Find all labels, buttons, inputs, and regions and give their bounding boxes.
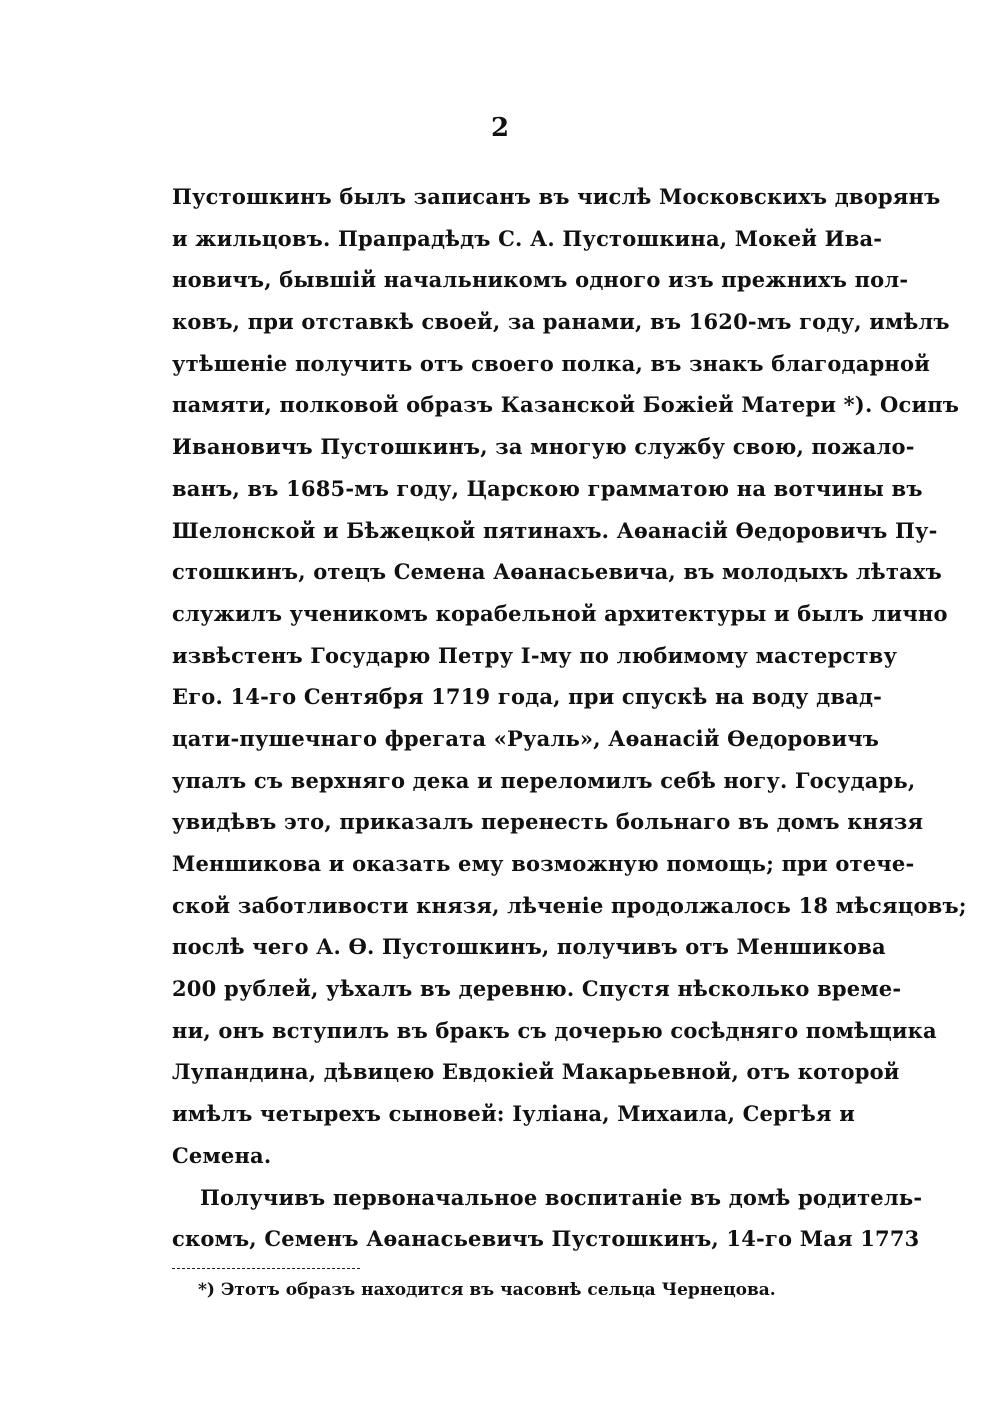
text-line: ской заботливости князя, лѣченіе продолжалось 18 мѣсяцовъ; xyxy=(172,892,967,918)
text-line: Лупандина, дѣвицею Евдокіей Макарьевной, отъ которой xyxy=(172,1059,900,1085)
text-line: Шелонской и Бѣжецкой пятинахъ. Аѳанасій Ѳедоровичъ Пу- xyxy=(172,517,938,543)
text-line: Меншикова и оказать ему возможную помощь; при отече- xyxy=(172,851,915,876)
text-line: Семена. xyxy=(172,1142,272,1168)
text-line: ванъ, въ 1685-мъ году, Царскою грамматою на вотчины въ xyxy=(172,475,923,501)
text-line: и жильцовъ. Прапрадѣдъ С. А. Пустошкина, Мокей Ива- xyxy=(172,225,883,251)
text-line: Ивановичъ Пустошкинъ, за многую службу свою, пожало- xyxy=(172,434,915,460)
text-line: Пустошкинъ былъ записанъ въ числѣ Московскихъ дворянъ xyxy=(172,184,941,209)
page-number: 2 xyxy=(490,113,510,143)
text-line: увидѣвъ это, приказалъ перенесть больнаго въ домъ князя xyxy=(172,809,924,835)
text-line: цати-пушечнаго фрегата «Руаль», Аѳанасій Ѳедоровичъ xyxy=(172,725,880,751)
text-line: ни, онъ вступилъ въ бракъ съ дочерью сосѣдняго помѣщика xyxy=(172,1017,937,1043)
text-line: Получивъ первоначальное воспитаніе въ домѣ родитель- xyxy=(200,1184,923,1210)
text-line: скомъ, Семенъ Аѳанасьевичъ Пустошкинъ, 14-го Мая 1773 xyxy=(172,1226,920,1252)
body-text xyxy=(172,176,967,1260)
text-line: новичъ, бывшій начальникомъ одного изъ прежнихъ пол- xyxy=(172,267,909,293)
text-line: ковъ, при отставкѣ своей, за ранами, въ 1620-мъ году, имѣлъ xyxy=(172,309,950,335)
text-line: утѣшеніе получить отъ своего полка, въ знакъ благодарной xyxy=(172,350,930,376)
text-line: памяти, полковой образъ Казанской Божіей Матери *). Осипъ xyxy=(172,392,960,418)
text-line: стошкинъ, отецъ Семена Аѳанасьевича, въ молодыхъ лѣтахъ xyxy=(172,559,942,585)
footnote-divider xyxy=(172,1268,360,1269)
footnote: *) Этотъ образъ находится въ часовнѣ сельца Чернецова. xyxy=(198,1280,776,1300)
text-line: упалъ съ верхняго дека и переломилъ себѣ ногу. Государь, xyxy=(172,767,916,793)
text-line: послѣ чего А. Ѳ. Пустошкинъ, получивъ отъ Меншикова xyxy=(172,934,886,960)
text-line: имѣлъ четырехъ сыновей: Іуліана, Михаила, Сергѣя и xyxy=(172,1101,856,1127)
text-line: Его. 14-го Сентября 1719 года, при спускѣ на воду двад- xyxy=(172,684,883,710)
text-line: извѣстенъ Государю Петру I-му по любимому мастерству xyxy=(172,642,898,668)
text-line: служилъ ученикомъ корабельной архитектуры и былъ лично xyxy=(172,600,948,626)
text-line: 200 рублей, уѣхалъ въ деревню. Спустя нѣсколько време- xyxy=(172,976,902,1002)
